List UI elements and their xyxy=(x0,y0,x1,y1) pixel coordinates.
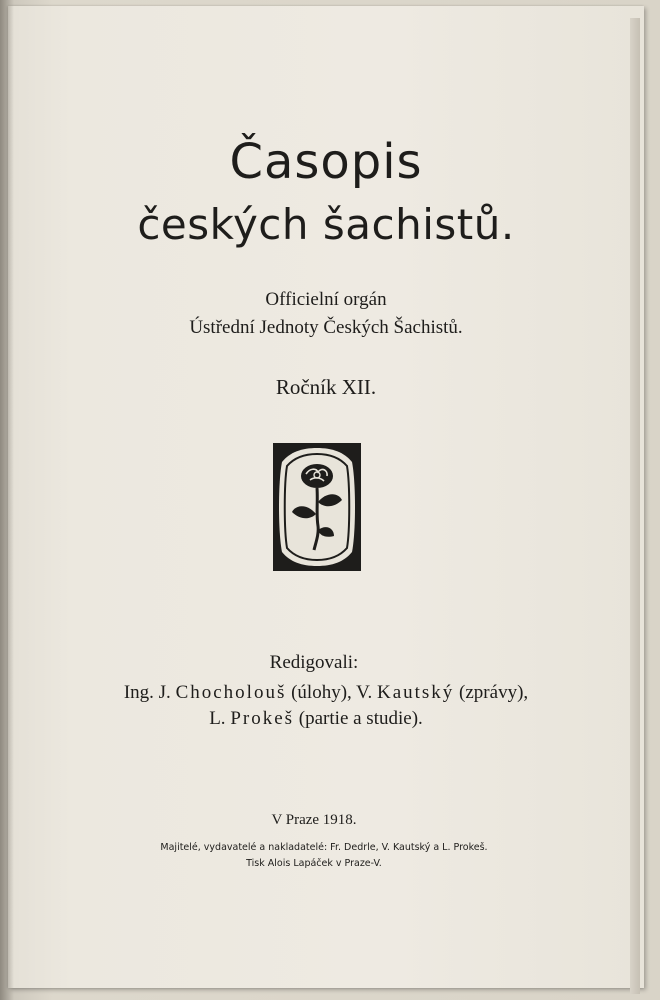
editors-heading: Redigovali: xyxy=(269,652,359,673)
spine-shadow xyxy=(0,0,14,1000)
printer-line: Tisk Alois Lapáček v Praze-V. xyxy=(246,858,382,869)
editors-line1 xyxy=(8,682,644,704)
subtitle-line2: Ústřední Jednoty Českých Šachistů. xyxy=(189,317,463,338)
editor-name-chocholous: Chocholouš xyxy=(175,682,287,703)
title-page xyxy=(8,6,644,988)
owners-line: Majitelé, vydavatelé a nakladatelé: Fr. Dedrle, V. Kautský a L. Prokeš. xyxy=(160,842,488,853)
editor-name-kautsky: Kautský xyxy=(376,682,455,703)
editors-line1-prefix: Ing. J. xyxy=(123,682,176,703)
rose-emblem-icon xyxy=(272,442,362,572)
editor-name-prokes: Prokeš xyxy=(230,708,295,729)
subtitle-line1: Officielní orgán xyxy=(265,289,387,310)
place-year: V Praze 1918. xyxy=(271,812,357,828)
editor-role-news: (zprávy), xyxy=(454,682,529,703)
journal-title-line2: českých šachistů. xyxy=(137,200,515,249)
volume-number: Ročník XII. xyxy=(275,375,377,399)
journal-title-line1: Časopis xyxy=(229,134,423,190)
editors-line2 xyxy=(0,708,634,730)
editor-role-problems: (úlohy), V. xyxy=(286,682,377,703)
editor-role-games: (partie a studie). xyxy=(294,708,423,729)
editors-line2-prefix: L. xyxy=(209,708,231,729)
